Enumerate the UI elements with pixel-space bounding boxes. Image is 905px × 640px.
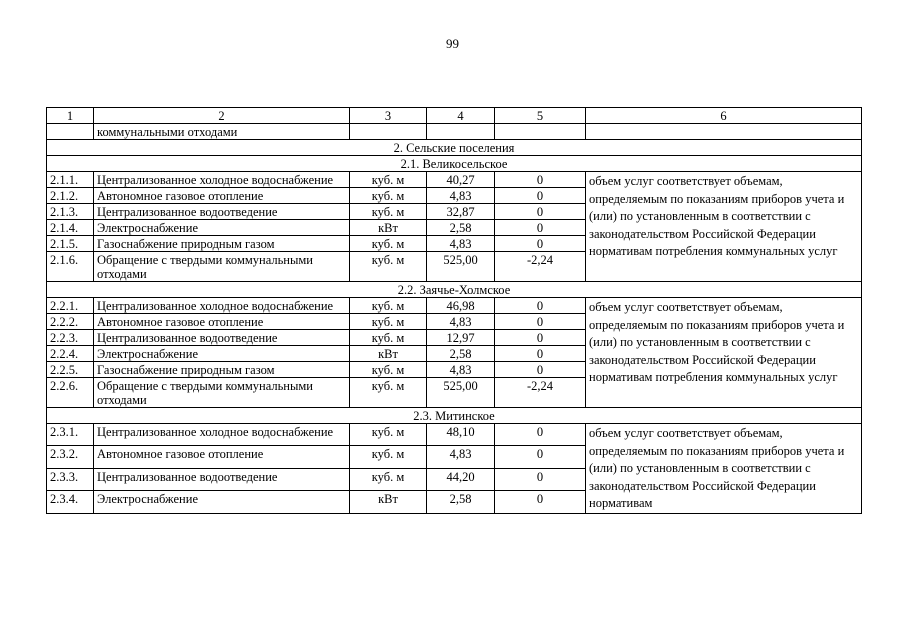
unit-cell: куб. м xyxy=(350,446,427,468)
change-cell: 0 xyxy=(495,188,586,204)
unit-cell: куб. м xyxy=(350,362,427,378)
header-cell: 2 xyxy=(94,108,350,124)
unit-cell: куб. м xyxy=(350,252,427,282)
value-cell: 46,98 xyxy=(427,298,495,314)
row-number: 2.3.1. xyxy=(47,424,94,446)
carryover-row xyxy=(47,124,862,140)
row-number: 2.3.3. xyxy=(47,468,94,490)
unit-cell: куб. м xyxy=(350,188,427,204)
note-cell: объем услуг соответствует объемам, определяемым по показаниям приборов учета и (или) по установленным в соответствии с законодательством Российской Федерации нормативам потребления коммунальных услуг xyxy=(586,172,862,282)
service-name: Обращение с твердыми коммунальными отходами xyxy=(94,378,350,408)
note-cell: объем услуг соответствует объемам, определяемым по показаниям приборов учета и (или) по установленным в соответствии с законодательством Российской Федерации нормативам потребления коммунальных услуг xyxy=(586,298,862,408)
section-title: 2. Сельские поселения xyxy=(47,140,862,156)
row-number: 2.3.2. xyxy=(47,446,94,468)
subsection-title: 2.2. Заячье-Холмское xyxy=(47,282,862,298)
change-cell: 0 xyxy=(495,314,586,330)
change-cell: 0 xyxy=(495,446,586,468)
unit-cell: куб. м xyxy=(350,298,427,314)
change-cell: 0 xyxy=(495,491,586,513)
row-number: 2.1.6. xyxy=(47,252,94,282)
value-cell: 40,27 xyxy=(427,172,495,188)
unit-cell: куб. м xyxy=(350,378,427,408)
row-number: 2.3.4. xyxy=(47,491,94,513)
value-cell: 32,87 xyxy=(427,204,495,220)
subsection-title: 2.3. Митинское xyxy=(47,408,862,424)
row-number: 2.2.6. xyxy=(47,378,94,408)
service-name: Автономное газовое отопление xyxy=(94,446,350,468)
change-cell: 0 xyxy=(495,362,586,378)
header-cell: 1 xyxy=(47,108,94,124)
unit-cell: куб. м xyxy=(350,172,427,188)
row-number: 2.1.2. xyxy=(47,188,94,204)
row-number: 2.2.4. xyxy=(47,346,94,362)
service-name: Электроснабжение xyxy=(94,220,350,236)
value-cell: 4,83 xyxy=(427,236,495,252)
value-cell: 525,00 xyxy=(427,252,495,282)
value-cell: 48,10 xyxy=(427,424,495,446)
change-cell: 0 xyxy=(495,204,586,220)
change-cell: -2,24 xyxy=(495,252,586,282)
value-cell: 2,58 xyxy=(427,346,495,362)
value-cell: 525,00 xyxy=(427,378,495,408)
change-cell: 0 xyxy=(495,220,586,236)
service-name: Централизованное водоотведение xyxy=(94,468,350,490)
change-cell: 0 xyxy=(495,330,586,346)
service-name: Электроснабжение xyxy=(94,346,350,362)
note-cell: объем услуг соответствует объемам, определяемым по показаниям приборов учета и (или) по установленным в соответствии с законодательством Российской Федерации нормативам xyxy=(586,424,862,514)
header-cell: 6 xyxy=(586,108,862,124)
subsection-row xyxy=(47,408,862,424)
value-cell: 4,83 xyxy=(427,446,495,468)
unit-cell: куб. м xyxy=(350,236,427,252)
unit-cell: кВт xyxy=(350,220,427,236)
change-cell: 0 xyxy=(495,236,586,252)
service-name: Автономное газовое отопление xyxy=(94,314,350,330)
value-cell: 4,83 xyxy=(427,314,495,330)
service-name: Обращение с твердыми коммунальными отходами xyxy=(94,252,350,282)
unit-cell: куб. м xyxy=(350,424,427,446)
row-number: 2.1.4. xyxy=(47,220,94,236)
service-name: коммунальными отходами xyxy=(94,124,350,140)
row-number: 2.2.1. xyxy=(47,298,94,314)
change-cell: 0 xyxy=(495,468,586,490)
service-name: Централизованное водоотведение xyxy=(94,330,350,346)
unit-cell: куб. м xyxy=(350,204,427,220)
table-row xyxy=(47,298,862,314)
unit-cell: куб. м xyxy=(350,468,427,490)
change-cell: -2,24 xyxy=(495,378,586,408)
value-cell: 4,83 xyxy=(427,362,495,378)
table-row xyxy=(47,172,862,188)
empty-cell xyxy=(427,124,495,140)
change-cell: 0 xyxy=(495,346,586,362)
change-cell: 0 xyxy=(495,172,586,188)
empty-cell xyxy=(47,124,94,140)
service-name: Автономное газовое отопление xyxy=(94,188,350,204)
unit-cell: кВт xyxy=(350,346,427,362)
header-row xyxy=(47,108,862,124)
row-number: 2.2.3. xyxy=(47,330,94,346)
empty-cell xyxy=(495,124,586,140)
service-name: Газоснабжение природным газом xyxy=(94,362,350,378)
table-row xyxy=(47,424,862,446)
row-number: 2.1.5. xyxy=(47,236,94,252)
service-name: Централизованное водоотведение xyxy=(94,204,350,220)
service-name: Централизованное холодное водоснабжение xyxy=(94,424,350,446)
unit-cell: куб. м xyxy=(350,330,427,346)
value-cell: 4,83 xyxy=(427,188,495,204)
value-cell: 2,58 xyxy=(427,220,495,236)
row-number: 2.2.2. xyxy=(47,314,94,330)
row-number: 2.2.5. xyxy=(47,362,94,378)
row-number: 2.1.1. xyxy=(47,172,94,188)
empty-cell xyxy=(586,124,862,140)
value-cell: 12,97 xyxy=(427,330,495,346)
header-cell: 3 xyxy=(350,108,427,124)
value-cell: 2,58 xyxy=(427,491,495,513)
service-name: Централизованное холодное водоснабжение xyxy=(94,172,350,188)
change-cell: 0 xyxy=(495,424,586,446)
empty-cell xyxy=(350,124,427,140)
section-row xyxy=(47,140,862,156)
service-name: Газоснабжение природным газом xyxy=(94,236,350,252)
subsection-row xyxy=(47,282,862,298)
unit-cell: кВт xyxy=(350,491,427,513)
page-number: 99 xyxy=(446,36,459,51)
subsection-title: 2.1. Великосельское xyxy=(47,156,862,172)
change-cell: 0 xyxy=(495,298,586,314)
header-cell: 5 xyxy=(495,108,586,124)
header-cell: 4 xyxy=(427,108,495,124)
service-name: Электроснабжение xyxy=(94,491,350,513)
unit-cell: куб. м xyxy=(350,314,427,330)
subsection-row xyxy=(47,156,862,172)
service-name: Централизованное холодное водоснабжение xyxy=(94,298,350,314)
tariff-table xyxy=(46,107,862,514)
row-number: 2.1.3. xyxy=(47,204,94,220)
value-cell: 44,20 xyxy=(427,468,495,490)
